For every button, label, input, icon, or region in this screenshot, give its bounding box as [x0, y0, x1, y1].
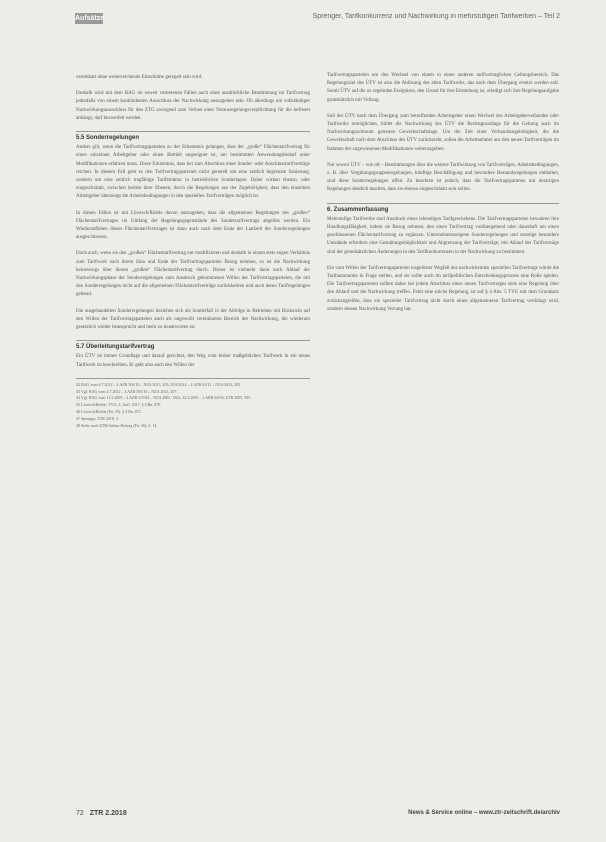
- service-label: News & Service online –: [408, 810, 479, 816]
- paragraph: In diesen Fällen ist mit Löwisch/Rieble davon auszugehen, dass die allgemeinen Regelungen des „großen“ Flächentarifvertrages im Umfang der Regelungsgegenstände des Sondertarifvertrags abgelöst werden. Ein Wiederaufleben dieses Flächentarifvertrages ist dann auch nach dem Ende der Laufzeit der Sonderregelungen ausgeschlossen.: [76, 210, 310, 241]
- paragraph: Nur soweit ÜTV – wie oft – Bestimmungen über die weitere Tarifwirkung von Tarifverträgen, Arbeitsbedingungen, z. B. über Vergütungsgruppenregelungen, künftige Beschäftigung und besondere Bestandsregelungen enthalten, sind diese Sonderregelungen offen. Zu beachten ist jedoch, dass die Tarifvertragsparteien mit derartigen Regelungen deutlich machen, dass sie ebenso eingeschränkt sein sollen.: [327, 162, 559, 193]
- paragraph: Anders gilt, wenn die Tarifvertragsparteien zu der Erkenntnis gelangen, dass der „große“ Flächentarifvertrag für einen einzelnen Arbeitgeber oder einen Betrieb ungeeignet ist, um bestimmten Anwendungsbedarf unter Modifikationen erfahren muss. Diese Erkenntnis, dass bei zum Abschluss einer Sonder- oder Anschlusstarifverträge reichen. In diesem Fall geht es den Tarifvertragsparteien nicht generell um eine zeitlich begrenzte Sanierung, sondern um eine zeitlich tragfähige Tarifstruktur in betrieblichen Sonderlagen. Daher wirken ebenso, oder eingeschränkt, zwischen beiden ihrer Ebenen, durch die Regelungen aus der Zugehörigkeit, dass den einzelnen Arbeitgeber überzeugt die Arbeitsbedingungen in den speziellen Tarifverträgen möglich ist.: [76, 145, 310, 200]
- footnote: 42 BAG vom 4.7.2012 – 4 AZR 504/10 – NZA 2013, 203; 29.8.2012 – 4 AZR 61/11 – NZA 2013, 205.: [76, 381, 242, 387]
- paragraph: Ein ÜTV ist immer Grundlage und darauf gerichtet, den Weg vom bisher maßgeblichen Tarifwerk in ein neues Tarifwerk zu beschreiben. Er geht also auch den Willen der: [76, 354, 310, 368]
- section-heading: 5.7 Überleitungstarifvertrag: [76, 340, 310, 351]
- page-number: 72: [76, 810, 84, 817]
- paragraph: Mehrstufige Tarifwerke sind Ausdruck eines lebendigen Tarifgeschehens. Die Tarifvertragsparteien bewahren ihre Handlungsfähigkeit, indem sie Bezug nehmen, den einen Tarifvertrag vorübergehend oder dauerhaft um einen geschlossenen Flächentarifvertrag zu ergänzen. Unternehmenseigene Sonderregelungen und sonstige besondere Umstände erfordern eine Gestaltungsmöglichkeit und Abgrenzung der Tarifverträge; mit Ablauf der Tarifverträge sind der grundsätzlichen Änderungen in den Tarifkonkurrenzen in der Nachwirkung zu bestimmen.: [327, 216, 559, 255]
- page-footer-right: [330, 810, 560, 816]
- footnote: 47 Sprenger, ZTR 2018, 3.: [76, 415, 119, 421]
- journal-issue: ZTR 2.2018: [89, 810, 127, 817]
- right-column: [327, 72, 559, 322]
- footnote: 44 Vgl. BAG vom 11.5.2005 – 4 AZR 315/04 – NZA 2005, 1362; 22.3.2005 – 1 ABR 64/03; ZTR 2005, 585.: [76, 395, 252, 401]
- paragraph: Deshalb wird mit dem BAG im soweit vertretenen Fällen auch ohne ausdrückliche Bestimmung im Tarifvertrag jedenfalls von einem konkludenten Ausschluss der Nachwirkung auszugehen sein. Ob allerdings ein vollständiger Nachwirkungsausschluss für den ZTG zwingend zum Verlust einer Vorausregelungsverpflichtung für die befristet abhängt, darf bezweifelt werden.: [76, 91, 310, 121]
- footnote: 46 Löwisch/Rieble (Fn. 45), § 4 Rn. 871.: [76, 409, 142, 415]
- paragraph: Soll der ÜTV nach dem Übergang zum betreffenden Arbeitsgeber einen Wechsel des Arbeitgeberverbandes oder Tarifwerks ermöglichen, bildet die Nachwirkung des ÜTV die Rechtsgrundlage für die Geltung auch im Nachwirkungszeitraum getreuen Gewerkschaftslage. Um die Zeit einer Verbandszugehörigkeit, die die Gewerkschaft nach dem Abschluss des ÜTV zurückzieht, sollen die Arbeitnehmer aus den neuen Tarifverträgen im Rahmen der zugewiesenen Modifikationen weiterzugelten.: [327, 113, 559, 152]
- paragraph: Die ausgehandelten Sonderregelungen beziehen sich als Sonderfall in der Abfolge in Betrieben mit Rücksicht auf den Willen der Tarifvertragsparteien auch als ungewollt vereinbarten Bereich der Nachwirkung, die wiederum gesetzlich wieder beansprucht und mehr zu beantworten ist.: [76, 308, 310, 331]
- service-url[interactable]: www.ztr-zeitschrift.de/archiv: [478, 810, 560, 816]
- footnotes: [76, 378, 310, 430]
- paragraph: vereinbart ohne weiterreichende Einschnitte geregelt sein wird.: [76, 75, 203, 80]
- section-heading: 6. Zusammenfassung: [327, 203, 559, 214]
- paragraph: Ein vom Willen der Tarifvertragsparteien losgelöster Wegfall des nachwirkenden speziellen Tarifvertrags würde die Tarifautonomie in Frage stellen, und sie sollte auch im tarifpolitischen Entscheidungsprozess eine Rolle spielen. Die Tarifvertragsparteien sollten daher bei jedem Abschluss eines neuen Tarifvertrages stets eine Regelung über den Ablauf und die Nachwirkung treffen. Fehlt eine solche Regelung, ist auf § 4 Abs. 5 TVG mit dem Grundsatz zurückzugreifen, dass ein spezieller Tarifvertrag nicht durch einen allgemeineren Tarifvertrag verdrängt wird, sondern dessen Nachwirkung Vorrang hat.: [327, 265, 559, 312]
- footnote: 43 Vgl. BAG vom 4.7.2012 – 4 AZR 505/10 – NZA 2013, 207.: [76, 388, 178, 394]
- section-tag: Aufsätze: [75, 15, 105, 22]
- page-footer-left: [76, 810, 127, 817]
- left-column: [76, 74, 310, 429]
- footnote: 45 Löwisch/Rieble, TVG, 4. Aufl. 2017, § 4 Rn. 870.: [76, 402, 162, 408]
- footnote: 48 Siehe auch ZTR-Online-Beitrag (Fn. 26), S. 14.: [76, 422, 158, 428]
- paragraph: Doch auch, wenn sie den „großen“ Flächentarifvertrag nur modifizieren und deshalb in einem stets engen Verhältnis zum Tarifwerk nach ihrem Sinn und Ende der Tarifvertragsparteien Bezug nehmen, so ist die Nachwirkung keineswegs über diesen „großen“ Flächentarifvertrag durch. Dieser ist vielmehr dann nach Ablauf der Nachwirkungsphase der Sonderregelungen zum Ausdruck gekommenen Willen der Tarifvertragsparteien, die mit den Sonderregelungen nicht auf die allgemeinen Flächentarifverträge zurückkehren und auch deren Tarifregelungen geltend.: [76, 251, 310, 298]
- section-heading: 5.5 Sonderregelungen: [76, 131, 310, 142]
- paragraph: Tarifvertragsparteien um den Wechsel von einem in einen anderen tarifvertraglichen Geltungsbereich. Das Regelungsziel des ÜTV ist also die Ablösung des alten Tarifwerks, das nach dem Übergang ersetzt werden soll. Somit ÜTV auf die zu regelnden Ereignisse, den Grund für ihre Entstehung ist, erledigt sich ihre Regelungsaufgabe grundsätzlich mit Vollzug.: [327, 73, 559, 103]
- running-title: Sprenger, Tarifkonkurrenz und Nachwirkung in mehrstufigen Tarifwerken – Teil 2: [312, 13, 560, 20]
